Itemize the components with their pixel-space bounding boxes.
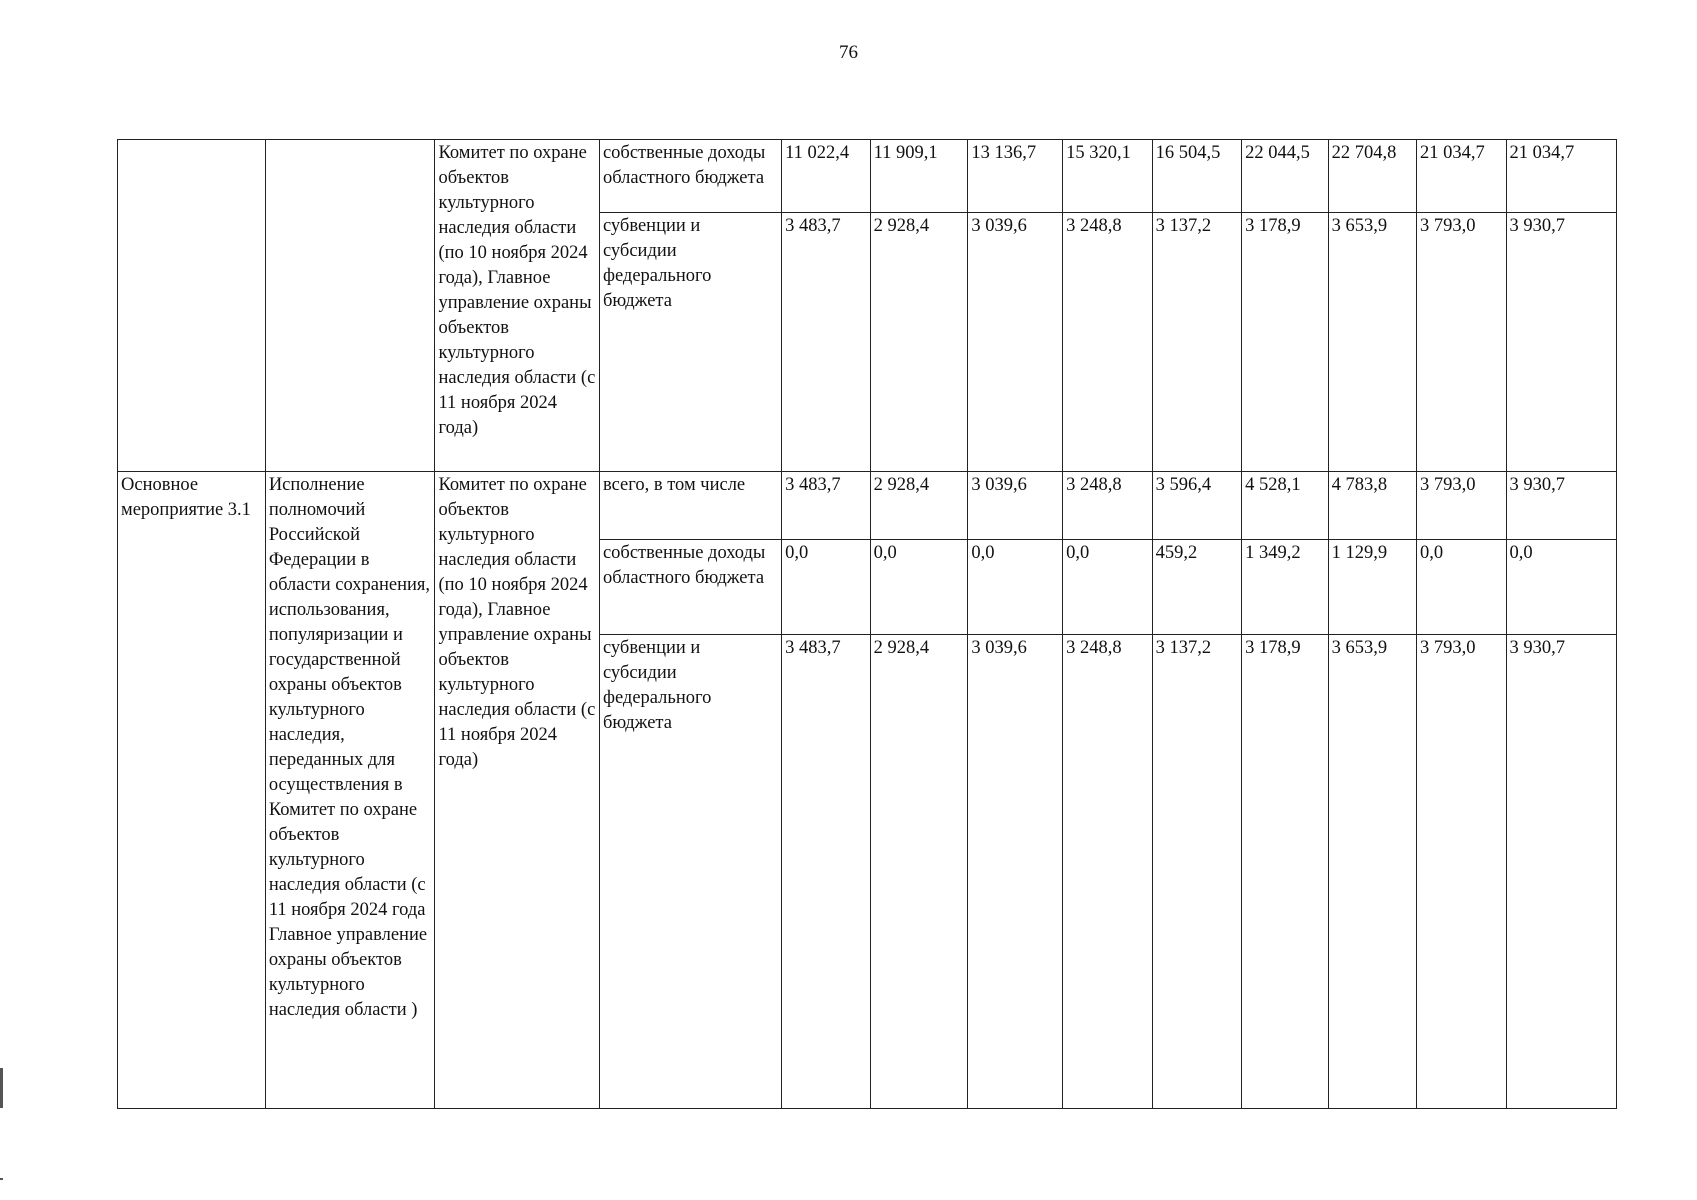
value-cell: 3 039,6 bbox=[968, 635, 1063, 1109]
value-cell: 3 248,8 bbox=[1063, 213, 1153, 472]
funding-source-cell: субвенции и субсидии федерального бюджета bbox=[599, 213, 781, 472]
value-cell: 11 909,1 bbox=[870, 140, 968, 213]
value-cell: 13 136,7 bbox=[968, 140, 1063, 213]
value-cell: 3 137,2 bbox=[1152, 213, 1242, 472]
value-cell: 3 483,7 bbox=[782, 213, 870, 472]
budget-table bbox=[117, 139, 1617, 1109]
value-cell: 3 039,6 bbox=[968, 213, 1063, 472]
value-cell: 2 928,4 bbox=[870, 213, 968, 472]
value-cell: 0,0 bbox=[870, 540, 968, 635]
value-cell: 11 022,4 bbox=[782, 140, 870, 213]
table-row bbox=[118, 472, 1617, 540]
value-cell: 0,0 bbox=[968, 540, 1063, 635]
value-cell: 1 349,2 bbox=[1242, 540, 1328, 635]
value-cell: 0,0 bbox=[1063, 540, 1153, 635]
value-cell: 4 528,1 bbox=[1242, 472, 1328, 540]
funding-source-cell: собственные доходы областного бюджета bbox=[599, 540, 781, 635]
value-cell: 3 930,7 bbox=[1506, 213, 1616, 472]
value-cell: 0,0 bbox=[1417, 540, 1507, 635]
value-cell: 3 178,9 bbox=[1242, 213, 1328, 472]
value-cell: 21 034,7 bbox=[1506, 140, 1616, 213]
value-cell: 3 793,0 bbox=[1417, 635, 1507, 1109]
value-cell: 3 137,2 bbox=[1152, 635, 1242, 1109]
scan-artifact-dot bbox=[0, 1178, 3, 1180]
funding-source-cell: собственные доходы областного бюджета bbox=[599, 140, 781, 213]
value-cell: 4 783,8 bbox=[1328, 472, 1416, 540]
value-cell: 3 653,9 bbox=[1328, 213, 1416, 472]
value-cell: 3 483,7 bbox=[782, 635, 870, 1109]
table-row bbox=[118, 140, 1617, 213]
value-cell: 0,0 bbox=[782, 540, 870, 635]
description-cell: Исполнение полномочий Российской Федерации в области сохранения, использования, популяризации и государственной охраны объектов культурного наследия, переданных для осуществления в Комитет по охране объектов культурного наследия области (с 11 ноября 2024 года Главное управление охраны объектов культурного наследия области ) bbox=[265, 472, 435, 1109]
value-cell: 3 039,6 bbox=[968, 472, 1063, 540]
value-cell: 2 928,4 bbox=[870, 635, 968, 1109]
value-cell: 3 653,9 bbox=[1328, 635, 1416, 1109]
funding-source-cell: всего, в том числе bbox=[599, 472, 781, 540]
value-cell: 3 483,7 bbox=[782, 472, 870, 540]
value-cell: 3 596,4 bbox=[1152, 472, 1242, 540]
value-cell: 3 178,9 bbox=[1242, 635, 1328, 1109]
value-cell: 3 248,8 bbox=[1063, 472, 1153, 540]
description-cell-empty bbox=[265, 140, 435, 472]
value-cell: 3 248,8 bbox=[1063, 635, 1153, 1109]
executor-cell: Комитет по охране объектов культурного наследия области (по 10 ноября 2024 года), Главное управление охраны объектов культурного наследия области (с 11 ноября 2024 года) bbox=[435, 472, 599, 1109]
value-cell: 2 928,4 bbox=[870, 472, 968, 540]
scan-artifact-mark bbox=[0, 1068, 3, 1108]
page-number: 76 bbox=[839, 42, 858, 63]
value-cell: 3 793,0 bbox=[1417, 213, 1507, 472]
executor-cell: Комитет по охране объектов культурного наследия области (по 10 ноября 2024 года), Главное управление охраны объектов культурного наследия области (с 11 ноября 2024 года) bbox=[435, 140, 599, 472]
value-cell: 3 793,0 bbox=[1417, 472, 1507, 540]
value-cell: 459,2 bbox=[1152, 540, 1242, 635]
value-cell: 21 034,7 bbox=[1417, 140, 1507, 213]
value-cell: 15 320,1 bbox=[1063, 140, 1153, 213]
funding-source-cell: субвенции и субсидии федерального бюджета bbox=[599, 635, 781, 1109]
value-cell: 3 930,7 bbox=[1506, 635, 1616, 1109]
measure-cell-empty bbox=[118, 140, 266, 472]
value-cell: 1 129,9 bbox=[1328, 540, 1416, 635]
value-cell: 22 044,5 bbox=[1242, 140, 1328, 213]
value-cell: 22 704,8 bbox=[1328, 140, 1416, 213]
value-cell: 0,0 bbox=[1506, 540, 1616, 635]
value-cell: 16 504,5 bbox=[1152, 140, 1242, 213]
measure-cell: Основное мероприятие 3.1 bbox=[118, 472, 266, 1109]
value-cell: 3 930,7 bbox=[1506, 472, 1616, 540]
